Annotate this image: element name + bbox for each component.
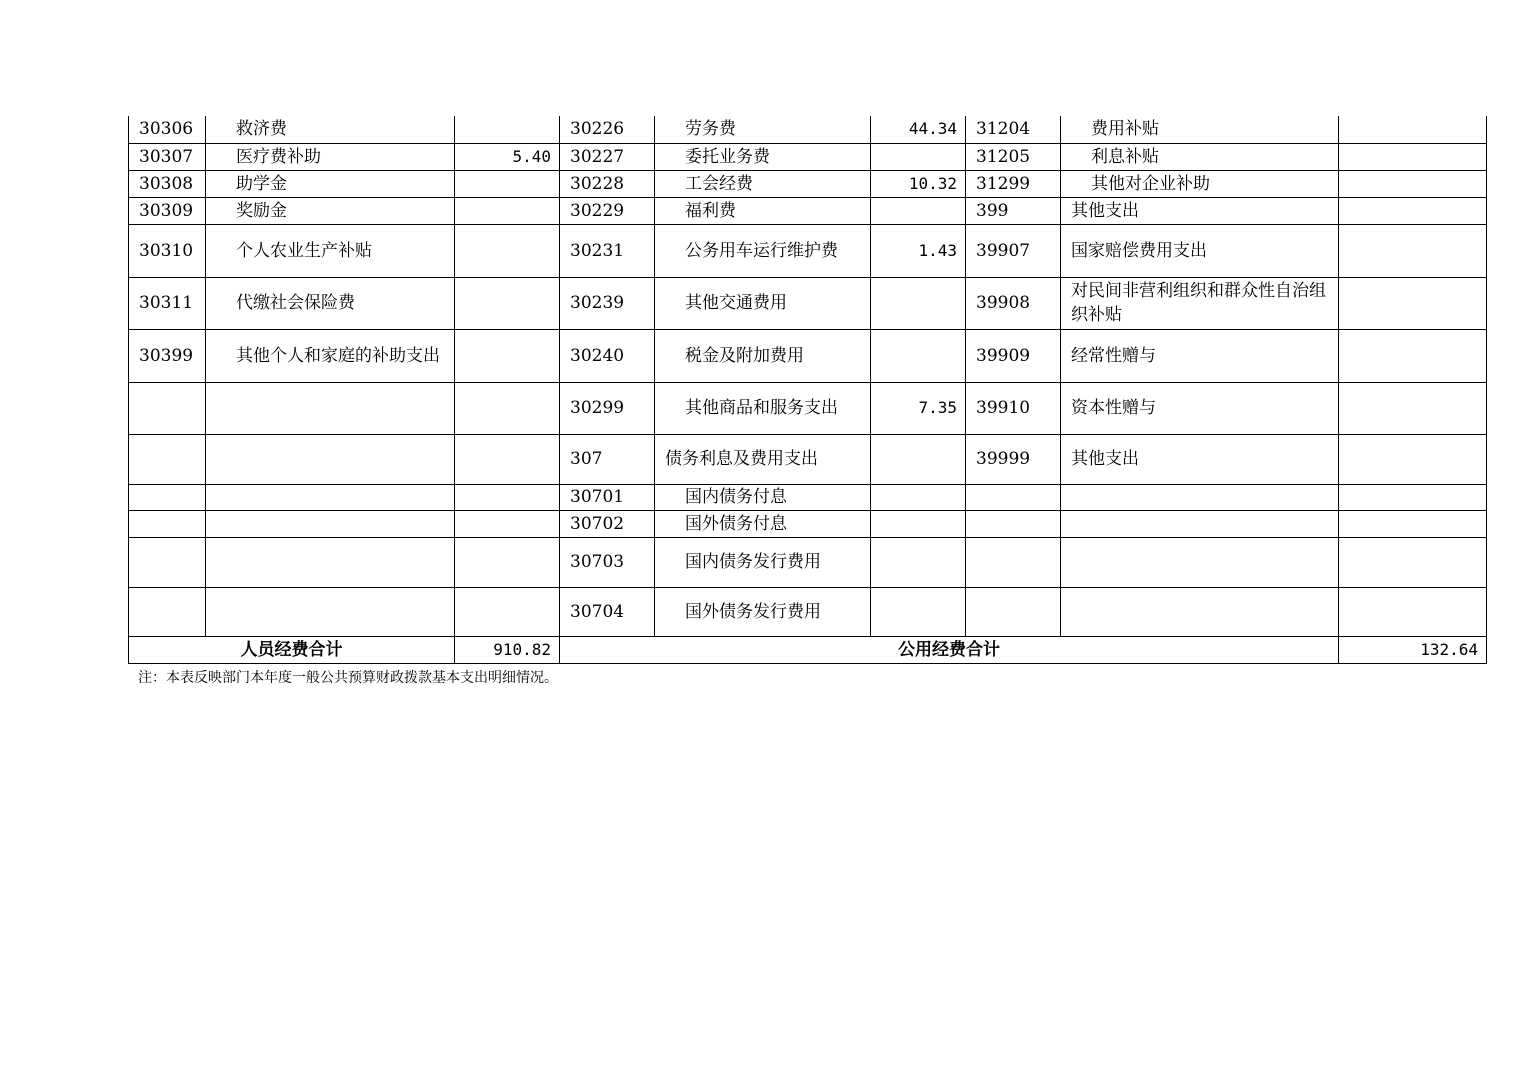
table-footnote: 注：本表反映部门本年度一般公共预算财政拨款基本支出明细情况。	[138, 670, 558, 686]
other-amount-cell	[1339, 510, 1487, 537]
other-item-cell: 其他对企业补助	[1061, 170, 1339, 197]
table-row	[129, 434, 1487, 484]
public-item-cell: 债务利息及费用支出	[655, 434, 871, 484]
public-item-cell: 劳务费	[655, 116, 871, 143]
other-item-cell	[1061, 510, 1339, 537]
other-code-cell: 39910	[966, 382, 1061, 434]
other-item-cell: 利息补贴	[1061, 143, 1339, 170]
public-item-cell: 委托业务费	[655, 143, 871, 170]
personnel-amount-cell	[455, 510, 560, 537]
other-item-cell: 经常性赠与	[1061, 329, 1339, 382]
other-item-cell: 国家赔偿费用支出	[1061, 224, 1339, 277]
public-amount-cell: 7.35	[871, 382, 966, 434]
public-amount-cell: 44.34	[871, 116, 966, 143]
other-amount-cell	[1339, 143, 1487, 170]
other-item-cell: 对民间非营利组织和群众性自治组织补贴	[1061, 277, 1339, 329]
personnel-amount-cell	[455, 382, 560, 434]
personnel-amount-cell	[455, 587, 560, 636]
table-row	[129, 510, 1487, 537]
public-code-cell: 30299	[560, 382, 655, 434]
public-amount-cell	[871, 537, 966, 587]
personnel-amount-cell	[455, 224, 560, 277]
personnel-code-cell	[129, 434, 206, 484]
public-item-cell: 其他商品和服务支出	[655, 382, 871, 434]
public-amount-cell	[871, 329, 966, 382]
personnel-item-cell: 医疗费补助	[206, 143, 455, 170]
personnel-amount-cell	[455, 277, 560, 329]
public-amount-cell: 10.32	[871, 170, 966, 197]
other-item-cell: 资本性赠与	[1061, 382, 1339, 434]
other-code-cell: 31204	[966, 116, 1061, 143]
other-item-cell: 费用补贴	[1061, 116, 1339, 143]
personnel-item-cell	[206, 434, 455, 484]
other-amount-cell	[1339, 197, 1487, 224]
public-amount-cell	[871, 197, 966, 224]
personnel-item-cell: 个人农业生产补贴	[206, 224, 455, 277]
public-code-cell: 307	[560, 434, 655, 484]
other-code-cell	[966, 484, 1061, 510]
other-code-cell: 39907	[966, 224, 1061, 277]
public-code-cell: 30704	[560, 587, 655, 636]
other-code-cell: 39999	[966, 434, 1061, 484]
other-amount-cell	[1339, 329, 1487, 382]
public-code-cell: 30226	[560, 116, 655, 143]
public-code-cell: 30229	[560, 197, 655, 224]
other-code-cell: 31299	[966, 170, 1061, 197]
personnel-amount-cell	[455, 116, 560, 143]
public-code-cell: 30701	[560, 484, 655, 510]
personnel-item-cell: 救济费	[206, 116, 455, 143]
table-row	[129, 277, 1487, 329]
other-amount-cell	[1339, 277, 1487, 329]
public-item-cell: 国内债务付息	[655, 484, 871, 510]
other-code-cell: 399	[966, 197, 1061, 224]
public-amount-cell	[871, 434, 966, 484]
table-row	[129, 116, 1487, 143]
public-amount-cell: 1.43	[871, 224, 966, 277]
totals-row	[129, 636, 1487, 663]
public-code-cell: 30231	[560, 224, 655, 277]
other-code-cell: 39909	[966, 329, 1061, 382]
public-code-cell: 30227	[560, 143, 655, 170]
personnel-amount-cell	[455, 537, 560, 587]
public-item-cell: 其他交通费用	[655, 277, 871, 329]
personnel-item-cell	[206, 484, 455, 510]
personnel-amount-cell: 5.40	[455, 143, 560, 170]
public-code-cell: 30702	[560, 510, 655, 537]
other-amount-cell	[1339, 224, 1487, 277]
other-amount-cell	[1339, 170, 1487, 197]
public-total-label: 公用经费合计	[560, 636, 1339, 663]
other-amount-cell	[1339, 587, 1487, 636]
personnel-code-cell	[129, 484, 206, 510]
public-item-cell: 福利费	[655, 197, 871, 224]
expenditure-detail-table	[128, 116, 1487, 664]
other-code-cell	[966, 510, 1061, 537]
personnel-code-cell: 30311	[129, 277, 206, 329]
other-item-cell: 其他支出	[1061, 197, 1339, 224]
personnel-item-cell	[206, 382, 455, 434]
personnel-item-cell: 其他个人和家庭的补助支出	[206, 329, 455, 382]
personnel-code-cell: 30307	[129, 143, 206, 170]
public-item-cell: 工会经费	[655, 170, 871, 197]
personnel-item-cell	[206, 537, 455, 587]
other-amount-cell	[1339, 434, 1487, 484]
table-row	[129, 484, 1487, 510]
other-code-cell: 39908	[966, 277, 1061, 329]
public-amount-cell	[871, 277, 966, 329]
personnel-item-cell	[206, 587, 455, 636]
table-row	[129, 382, 1487, 434]
table-row	[129, 329, 1487, 382]
public-code-cell: 30240	[560, 329, 655, 382]
public-amount-cell	[871, 587, 966, 636]
other-code-cell	[966, 537, 1061, 587]
personnel-item-cell	[206, 510, 455, 537]
other-amount-cell	[1339, 537, 1487, 587]
personnel-code-cell: 30306	[129, 116, 206, 143]
table-row	[129, 170, 1487, 197]
personnel-code-cell: 30308	[129, 170, 206, 197]
public-code-cell: 30239	[560, 277, 655, 329]
public-amount-cell	[871, 484, 966, 510]
public-item-cell: 公务用车运行维护费	[655, 224, 871, 277]
public-amount-cell	[871, 143, 966, 170]
public-code-cell: 30703	[560, 537, 655, 587]
personnel-code-cell: 30399	[129, 329, 206, 382]
personnel-amount-cell	[455, 329, 560, 382]
other-item-cell	[1061, 537, 1339, 587]
personnel-amount-cell	[455, 197, 560, 224]
personnel-item-cell: 奖励金	[206, 197, 455, 224]
personnel-code-cell	[129, 537, 206, 587]
public-item-cell: 国外债务付息	[655, 510, 871, 537]
personnel-amount-cell	[455, 484, 560, 510]
personnel-code-cell	[129, 382, 206, 434]
other-code-cell	[966, 587, 1061, 636]
other-code-cell: 31205	[966, 143, 1061, 170]
public-item-cell: 国内债务发行费用	[655, 537, 871, 587]
personnel-code-cell	[129, 510, 206, 537]
table-row	[129, 537, 1487, 587]
personnel-amount-cell	[455, 170, 560, 197]
other-item-cell: 其他支出	[1061, 434, 1339, 484]
table-row	[129, 197, 1487, 224]
public-item-cell: 税金及附加费用	[655, 329, 871, 382]
personnel-total-label: 人员经费合计	[129, 636, 455, 663]
other-amount-cell	[1339, 116, 1487, 143]
public-total-value: 132.64	[1339, 636, 1487, 663]
public-amount-cell	[871, 510, 966, 537]
other-item-cell	[1061, 587, 1339, 636]
personnel-code-cell: 30310	[129, 224, 206, 277]
other-amount-cell	[1339, 484, 1487, 510]
personnel-total-value: 910.82	[455, 636, 560, 663]
personnel-code-cell	[129, 587, 206, 636]
personnel-item-cell: 助学金	[206, 170, 455, 197]
public-code-cell: 30228	[560, 170, 655, 197]
table-row	[129, 587, 1487, 636]
public-item-cell: 国外债务发行费用	[655, 587, 871, 636]
personnel-code-cell: 30309	[129, 197, 206, 224]
other-amount-cell	[1339, 382, 1487, 434]
table-row	[129, 224, 1487, 277]
personnel-item-cell: 代缴社会保险费	[206, 277, 455, 329]
personnel-amount-cell	[455, 434, 560, 484]
other-item-cell	[1061, 484, 1339, 510]
table-row	[129, 143, 1487, 170]
